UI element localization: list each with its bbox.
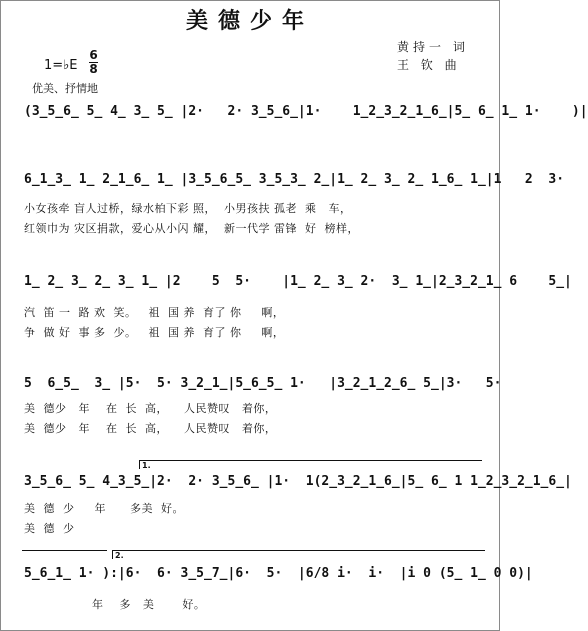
notation-line: 5̲6̲1̲ 1· ):|6· 6· 3̲5̲7̲|6· 5· |6/8 i· i· |i 0 (5̲ 1̲ 0 0)| bbox=[24, 566, 533, 581]
notation-line: 1̲ 2̲ 3̲ 2̲ 3̲ 1̲ |2 5 5· |1̲ 2̲ 3̲ 2· 3̲ 1̲|2̲3̲2̲1̲ 6 5̲| bbox=[24, 274, 572, 289]
song-title: 美德少年 bbox=[185, 8, 314, 34]
first-ending-bracket bbox=[139, 460, 482, 469]
notation-line: (3̲5̲6̲ 5̲ 4̲ 3̲ 5̲ |2· 2· 3̲5̲6̲|1· 1̲2̲3̲2̲1̲6̲|5̲ 6̲ 1̲ 1· )| bbox=[24, 104, 588, 119]
tempo-marking: 优美、抒情地 bbox=[32, 82, 98, 95]
notation-line: 6̲1̲3̲ 1̲ 2̲1̲6̲ 1̲ |3̲5̲6̲5̲ 3̲5̲3̲ 2̲|1̲ 2̲ 3̲ 2̲ 1̲6̲ 1̲|1 2 3· bbox=[24, 172, 565, 187]
notation-line: 5 6̲5̲ 3̲ |5· 5· 3̲2̲1̲|5̲6̲5̲ 1· |3̲2̲1̲2̲6̲ 5̲|3· 5· bbox=[24, 376, 502, 391]
lyric-line-2: 红领巾为 灾区捐款，爱心从小闪 耀， 新一代学 雷锋 好 榜样， bbox=[24, 222, 359, 235]
lyric-line-1: 年 多 美 好。 bbox=[24, 598, 206, 611]
composer-credit: 王 钦 曲 bbox=[397, 58, 461, 72]
lyric-line-1: 美 德少 年 在 长 高， 人民赞叹 着你， bbox=[24, 402, 277, 415]
second-ending-bracket bbox=[112, 550, 485, 559]
notation-line: 3̲5̲6̲ 5̲ 4̲3̲5̲|2· 2· 3̲5̲6̲ |1· 1(2̲3̲2̲1̲6̲|5̲ 6̲ 1 1̲2̲3̲2̲1̲6̲| bbox=[24, 474, 572, 489]
lyric-line-2: 争 做 好 事 多 少。 祖 国 养 育了 你 啊， bbox=[24, 326, 285, 339]
staff-rule bbox=[22, 550, 107, 551]
lyric-line-1: 美 德 少 年 多美 好。 bbox=[24, 502, 184, 515]
key-signature: 1=♭E bbox=[44, 58, 78, 73]
meter-denominator: 8 bbox=[89, 62, 98, 76]
volta-label: 1. bbox=[142, 461, 151, 470]
lyric-line-1: 小女孩牵 盲人过桥，绿水柏下彩 照， 小男孩扶 孤老 乘 车， bbox=[24, 202, 352, 215]
volta-label: 2. bbox=[115, 551, 124, 560]
lyric-line-1: 汽 笛 一 路 欢 笑。 祖 国 养 育了 你 啊， bbox=[24, 306, 285, 319]
lyricist-credit: 黄持一 词 bbox=[397, 40, 469, 54]
meter-numerator: 6 bbox=[89, 48, 98, 62]
lyric-line-2: 美 德 少 bbox=[24, 522, 75, 535]
time-signature bbox=[89, 50, 98, 75]
lyric-line-2: 美 德少 年 在 长 高， 人民赞叹 着你， bbox=[24, 422, 277, 435]
